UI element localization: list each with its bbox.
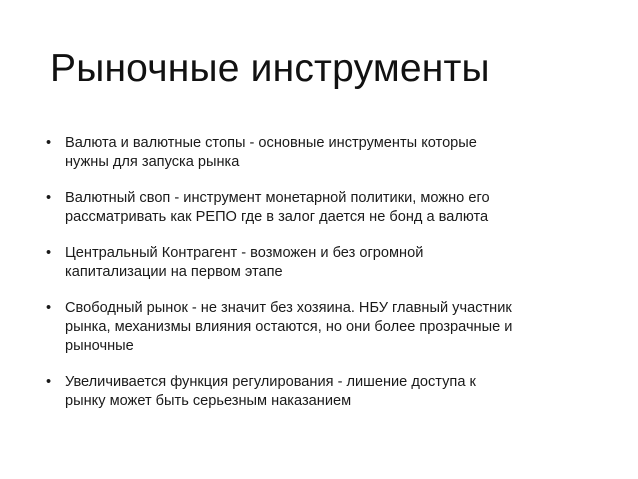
slide-title: Рыночные инструменты bbox=[50, 47, 490, 90]
bullet-dot-icon: • bbox=[46, 190, 52, 206]
bullet-text-line: нужны для запуска рынка bbox=[65, 154, 240, 170]
bullet-text-line: рынку может быть серьезным наказанием bbox=[65, 393, 352, 409]
bullet-item bbox=[44, 189, 604, 227]
bullet-dot-icon: • bbox=[46, 374, 52, 390]
bullet-text-line: Центральный Контрагент - возможен и без огромной bbox=[65, 245, 424, 261]
bullet-text-line: рассматривать как РЕПО где в залог дается не бонд а валюта bbox=[65, 209, 489, 225]
bullet-text-line: Свободный рынок - не значит без хозяина. НБУ главный участник bbox=[65, 300, 512, 316]
bullet-dot-icon: • bbox=[46, 245, 52, 261]
bullet-item bbox=[44, 244, 604, 282]
bullet-text-line: Увеличивается функция регулирования - лишение доступа к bbox=[65, 374, 476, 390]
bullet-dot-icon: • bbox=[46, 300, 52, 316]
bullet-list bbox=[44, 134, 604, 428]
bullet-text-line: Валютный своп - инструмент монетарной политики, можно его bbox=[65, 190, 490, 206]
bullet-item bbox=[44, 373, 604, 411]
bullet-text-line: рынка, механизмы влияния остаются, но они более прозрачные и bbox=[65, 319, 513, 335]
bullet-item bbox=[44, 299, 604, 356]
bullet-dot-icon: • bbox=[46, 135, 52, 151]
bullet-text-line: Валюта и валютные стопы - основные инструменты которые bbox=[65, 135, 477, 151]
bullet-text-line: капитализации на первом этапе bbox=[65, 264, 283, 280]
bullet-item bbox=[44, 134, 604, 172]
bullet-text-line: рыночные bbox=[65, 338, 134, 354]
